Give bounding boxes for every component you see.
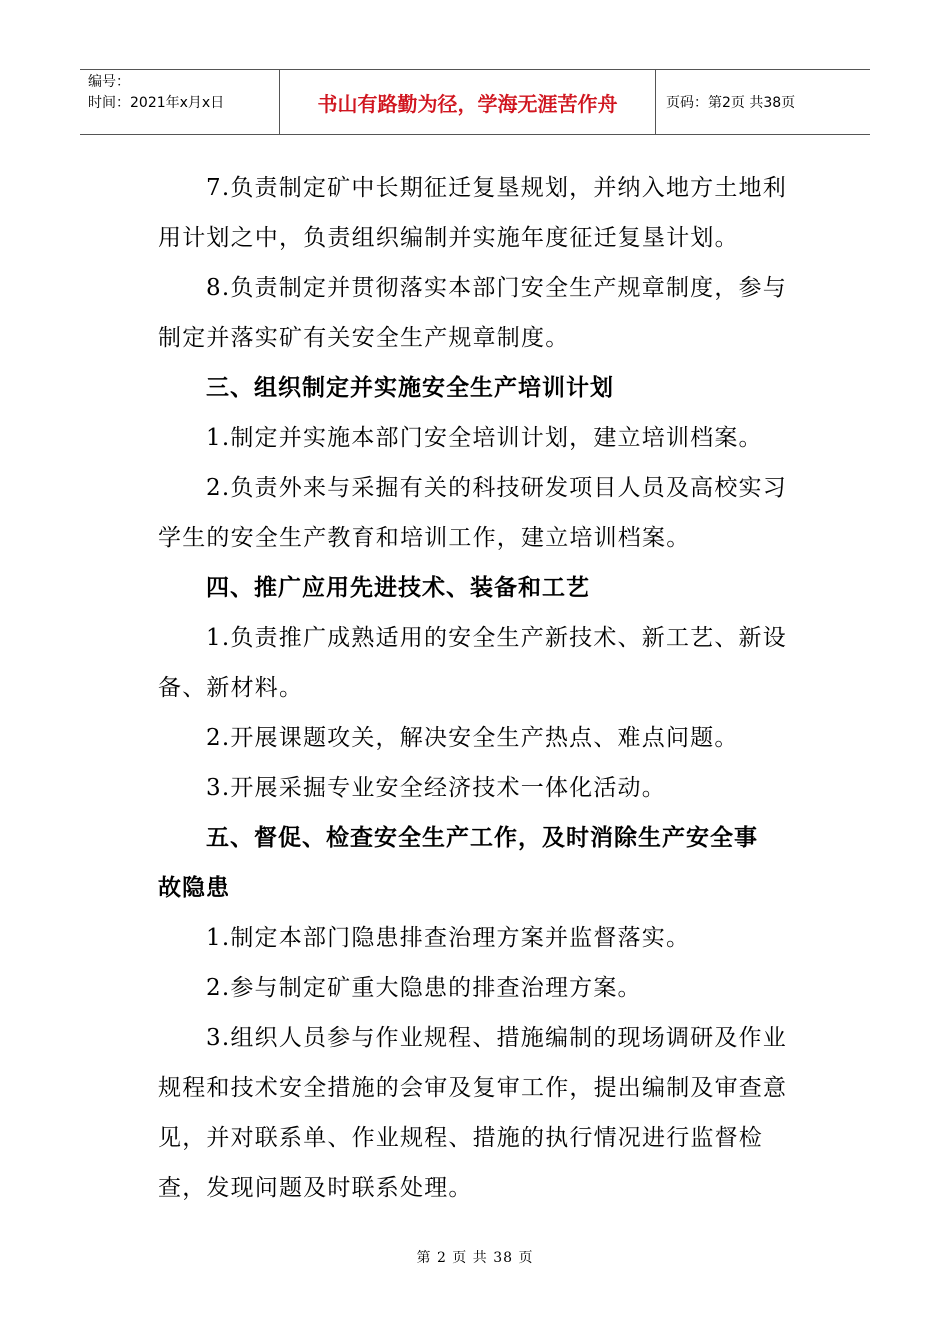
header-meta [80, 70, 280, 134]
paragraph: 1.制定本部门隐患排查治理方案并监督落实。 [206, 925, 691, 951]
paragraph: 7.负责制定矿中长期征迁复垦规划，并纳入地方土地利用计划之中，负责组织编制并实施年度征迁复垦计划。 [158, 175, 787, 251]
paragraph: 3.开展采掘专业安全经济技术一体化活动。 [206, 775, 666, 801]
paragraph: 1.制定并实施本部门安全培训计划，建立培训档案。 [206, 425, 763, 451]
section-heading-line2: 故隐患 [158, 875, 230, 901]
paragraph: 3.组织人员参与作业规程、措施编制的现场调研及作业规程和技术安全措施的会审及复审工作，提出编制及审查意见，并对联系单、作业规程、措施的执行情况进行监督检查，发现问题及时联系处理。 [158, 1025, 788, 1201]
document-time-label: 时间：2021年x月x日 [88, 95, 225, 111]
header-page-info: 页码：第2页 共38页 [666, 95, 796, 111]
section-heading: 四、推广应用先进技术、装备和工艺 [206, 575, 590, 601]
header-motto: 书山有路勤为径，学海无涯苦作舟 [280, 70, 656, 134]
document-body [158, 163, 798, 1213]
paragraph: 2.开展课题攻关，解决安全生产热点、难点问题。 [206, 725, 739, 751]
paragraph: 2.负责外来与采掘有关的科技研发项目人员及高校实习学生的安全生产教育和培训工作，建立培训档案。 [158, 475, 787, 551]
section-heading [144, 813, 796, 913]
page-header [80, 69, 870, 135]
paragraph: 2.参与制定矿重大隐患的排查治理方案。 [206, 975, 642, 1001]
section-heading: 三、组织制定并实施安全生产培训计划 [206, 375, 614, 401]
document-number-label: 编号： [88, 74, 130, 90]
section-heading-line1: 五、督促、检查安全生产工作，及时消除生产安全事 [206, 825, 758, 851]
paragraph: 1.负责推广成熟适用的安全生产新技术、新工艺、新设备、新材料。 [158, 625, 787, 701]
page-footer: 第 2 页 共 38 页 [416, 1250, 534, 1266]
paragraph: 8.负责制定并贯彻落实本部门安全生产规章制度，参与制定并落实矿有关安全生产规章制度。 [158, 275, 787, 351]
